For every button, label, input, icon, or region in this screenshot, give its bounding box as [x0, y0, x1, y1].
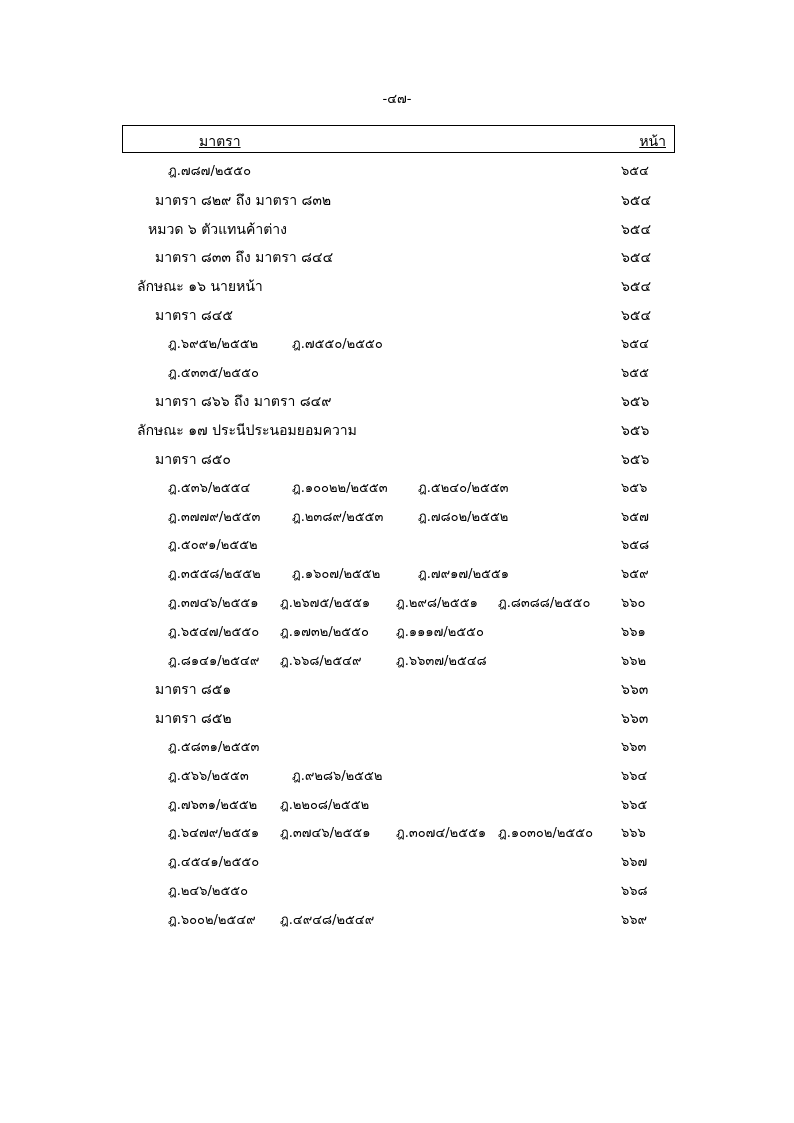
entry-label: หมวด ๖ ตัวแทนค้าต่าง: [148, 221, 287, 238]
page-ref: ๖๕๘: [621, 538, 650, 554]
case-reference-row: [0, 619, 794, 648]
case-reference: ฎ.๒๖๗๕/๒๕๕๑: [280, 595, 371, 611]
section-row: [0, 302, 794, 331]
case-reference-row: [0, 475, 794, 504]
section-row: [0, 244, 794, 273]
page-ref: ๖๖๐: [621, 595, 646, 611]
case-reference-row: [0, 820, 794, 849]
title-row: [0, 273, 794, 302]
entry-label: มาตรา ๘๓๓ ถึง มาตรา ๘๔๔: [155, 250, 334, 267]
page-ref: ๖๕๔: [621, 279, 652, 296]
case-reference: ฎ.๓๗๔๖/๒๕๕๑: [280, 826, 371, 842]
section-row: [0, 676, 794, 705]
page-ref: ๖๕๕: [621, 365, 649, 381]
chapter-row: [0, 216, 794, 245]
case-reference-row: [0, 532, 794, 561]
page-ref: ๖๖๙: [621, 912, 648, 928]
case-reference: ฎ.๒๔๖/๒๕๕๐: [168, 883, 249, 899]
case-reference: ฎ.๔๕๔๑/๒๕๕๐: [168, 855, 260, 871]
case-reference-row: [0, 849, 794, 878]
case-reference-row: [0, 792, 794, 821]
page-ref: ๖๕๖: [621, 394, 650, 411]
entry-label: มาตรา ๘๕๐: [155, 451, 231, 468]
case-reference: ฎ.๒๒๐๘/๒๕๕๒: [280, 797, 370, 813]
page-ref: ๖๕๗: [621, 509, 649, 525]
case-reference: ฎ.๖๕๔๗/๒๕๕๐: [168, 624, 260, 640]
case-reference-row: [0, 331, 794, 360]
case-reference: ฎ.๗๘๗/๒๕๕๐: [168, 164, 252, 179]
case-reference-row: [0, 360, 794, 389]
page-ref: ๖๕๖: [621, 451, 650, 468]
case-reference: ฎ.๓๗๔๖/๒๕๕๑: [168, 595, 259, 611]
page-ref: ๖๕๔: [621, 192, 652, 209]
case-reference-row: [0, 734, 794, 763]
page-ref: ๖๕๖: [621, 480, 648, 496]
entry-label: มาตรา ๘๕๑: [155, 682, 232, 699]
case-reference: ฎ.๙๒๘๖/๒๕๕๒: [292, 768, 383, 784]
page-ref: ๖๖๔: [621, 768, 648, 784]
case-reference: ฎ.๓๗๗๙/๒๕๕๓: [168, 509, 261, 525]
case-reference-row: [0, 561, 794, 590]
page-ref: ๖๕๔: [621, 307, 652, 324]
page-ref: ๖๖๓: [621, 682, 649, 699]
case-reference-row: [0, 878, 794, 907]
page-ref: ๖๖๓: [621, 711, 649, 728]
section-row: [0, 446, 794, 475]
page-ref: ๖๕๔: [621, 164, 649, 179]
case-reference: ฎ.๗๙๑๗/๒๕๕๑: [418, 567, 510, 583]
case-reference: ฎ.๒๙๘/๒๕๕๑: [396, 595, 478, 611]
case-reference: ฎ.๑๑๑๗/๒๕๕๐: [396, 624, 484, 640]
page-number: -๔๗-: [382, 92, 412, 107]
case-reference: ฎ.๘๓๘๘/๒๕๕๐: [498, 595, 591, 611]
entry-label: มาตรา ๘๖๖ ถึง มาตรา ๘๔๙: [155, 394, 332, 411]
case-reference: ฎ.๑๐๓๐๒/๒๕๕๐: [498, 826, 593, 842]
case-reference: ฎ.๕๒๔๐/๒๕๕๓: [418, 480, 509, 496]
case-reference: ฎ.๔๙๔๘/๒๕๔๙: [280, 912, 375, 928]
case-reference-row: [0, 907, 794, 936]
entry-label: ลักษณะ ๑๖ นายหน้า: [137, 279, 263, 296]
section-row: [0, 388, 794, 417]
case-reference: ฎ.๕๐๙๑/๒๕๕๒: [168, 538, 258, 554]
header-section-label: มาตรา: [199, 134, 241, 150]
page-ref: ๖๕๖: [621, 423, 650, 440]
entry-label: ลักษณะ ๑๗ ประนีประนอมยอมความ: [137, 423, 357, 440]
page-ref: ๖๕๙: [621, 567, 649, 583]
case-reference: ฎ.๗๘๐๒/๒๕๕๒: [418, 509, 509, 525]
page-ref: ๖๖๑: [621, 624, 646, 640]
case-reference: ฎ.๒๓๘๙/๒๕๕๓: [292, 509, 384, 525]
entry-label: มาตรา ๘๔๕: [155, 307, 234, 324]
page-ref: ๖๕๔: [621, 250, 652, 267]
case-reference: ฎ.๖๖๓๗/๒๕๔๘: [396, 653, 487, 669]
case-reference: ฎ.๓๐๗๔/๒๕๕๑: [396, 826, 487, 842]
entry-label: มาตรา ๘๕๒: [155, 711, 232, 728]
page-ref: ๖๖๒: [621, 653, 647, 669]
index-entries: [0, 158, 794, 936]
page-ref: ๖๖๘: [621, 883, 648, 899]
section-row: [0, 187, 794, 216]
page-ref: ๖๕๔: [621, 221, 652, 238]
page-ref: ๖๖๗: [621, 855, 648, 871]
page-ref: ๖๖๓: [621, 739, 647, 755]
header-page-label: หน้า: [639, 134, 666, 150]
title-row: [0, 417, 794, 446]
page-ref: ๖๖๕: [621, 797, 648, 813]
table-header: [122, 125, 675, 153]
case-reference: ฎ.๕๘๓๑/๒๕๕๓: [168, 739, 260, 755]
case-reference: ฎ.๑๖๐๗/๒๕๕๒: [292, 567, 381, 583]
case-reference: ฎ.๕๓๓๕/๒๕๕๐: [168, 365, 259, 381]
case-reference: ฎ.๖๐๐๒/๒๕๔๙: [168, 912, 256, 928]
case-reference-row: [0, 763, 794, 792]
case-reference: ฎ.๓๕๕๘/๒๕๕๒: [168, 567, 261, 583]
entry-label: มาตรา ๘๒๙ ถึง มาตรา ๘๓๒: [155, 192, 332, 209]
case-reference: ฎ.๕๖๖/๒๕๕๓: [168, 768, 249, 784]
case-reference-row: [0, 590, 794, 619]
case-reference: ฎ.๘๑๔๑/๒๕๔๙: [168, 653, 260, 669]
page-ref: ๖๖๖: [621, 826, 646, 842]
case-reference: ฎ.๑๗๓๒/๒๕๕๐: [280, 624, 369, 640]
case-reference: ฎ.๗๖๓๑/๒๕๕๒: [168, 797, 258, 813]
case-reference: ฎ.๗๕๕๐/๒๕๕๐: [292, 336, 383, 352]
page-ref: ๖๕๔: [621, 336, 649, 352]
case-reference: ฎ.๖๖๘/๒๕๔๙: [280, 653, 362, 669]
case-reference: ฎ.๕๓๖/๒๕๕๔: [168, 480, 251, 496]
case-reference: ฎ.๖๙๕๒/๒๕๕๒: [168, 336, 259, 352]
case-reference-row: [0, 504, 794, 533]
case-reference: ฎ.๖๔๗๙/๒๕๕๑: [168, 826, 260, 842]
section-row: [0, 705, 794, 734]
case-reference-row: [0, 158, 794, 187]
case-reference-row: [0, 648, 794, 677]
case-reference: ฎ.๑๐๐๒๒/๒๕๕๓: [292, 480, 388, 496]
